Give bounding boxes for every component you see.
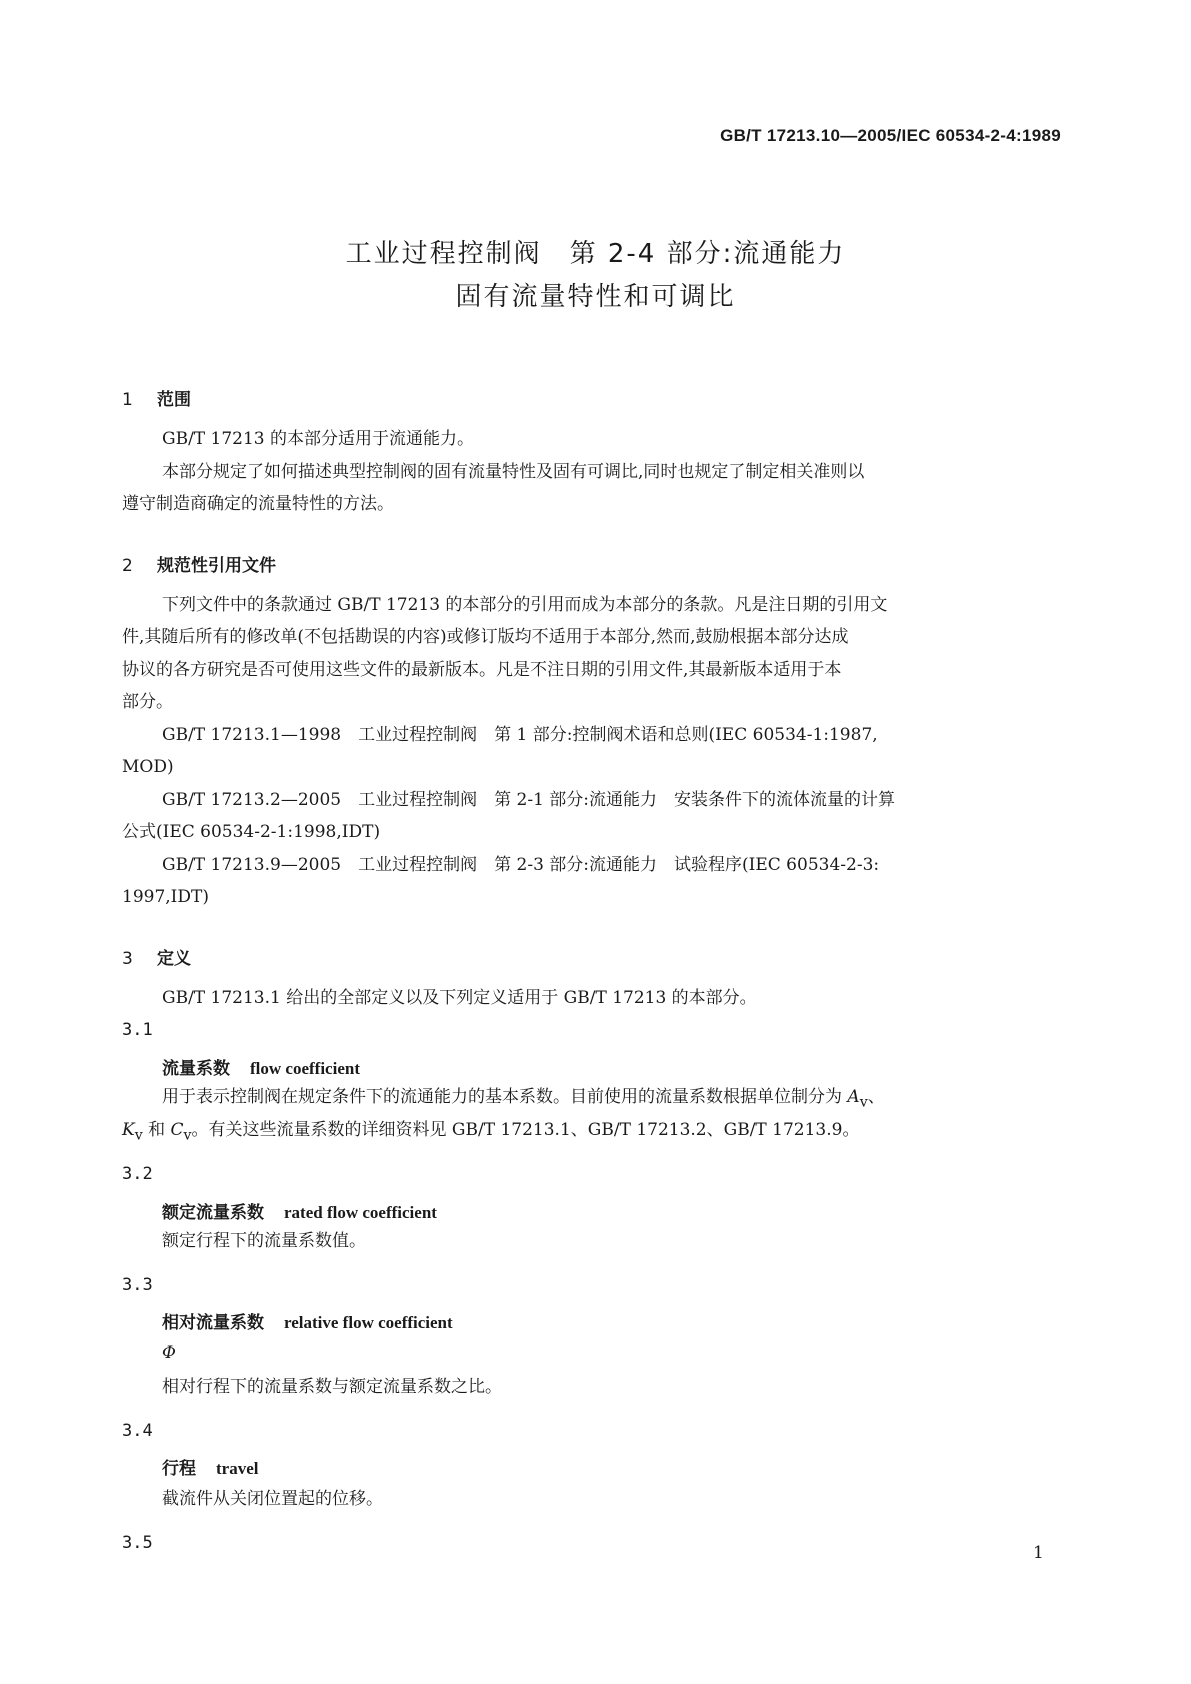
definition-text: 截流件从关闭位置起的位移。 [162,1489,383,1509]
document-title-line1: 工业过程控制阀 第 2-4 部分:流通能力 [345,239,846,269]
definition-term [162,1198,437,1223]
section-2-heading [122,551,276,576]
reference-1-cont: MOD) [122,757,174,777]
definition-number: 3.2 [122,1164,153,1184]
term-zh: 额定流量系数 [162,1203,264,1223]
definition-number: 3.1 [122,1020,153,1040]
text-run: 。有关这些流量系数的详细资料见 GB/T 17213.1、GB/T 17213.2、GB/T 17213.9。 [191,1120,860,1140]
term-en: relative flow coefficient [284,1313,453,1332]
subscript: v [859,1094,868,1111]
paragraph: 部分。 [122,692,173,712]
standard-code: GB/T 17213.10—2005/IEC 60534-2-4:1989 [720,126,1061,145]
term-zh: 相对流量系数 [162,1313,264,1333]
definition-text [122,1118,859,1147]
definition-number: 3.4 [122,1421,153,1441]
definition-term [162,1308,453,1333]
paragraph: 下列文件中的条款通过 GB/T 17213 的本部分的引用而成为本部分的条款。凡是注日期的引用文 [162,595,888,615]
subscript: v [183,1127,192,1144]
section-number: 1 [122,390,133,410]
subscript: v [134,1127,143,1144]
reference-2: GB/T 17213.2—2005 工业过程控制阀 第 2-1 部分:流通能力 安装条件下的流体流量的计算 [162,790,896,810]
section-title: 规范性引用文件 [157,556,276,576]
definition-text: 相对行程下的流量系数与额定流量系数之比。 [162,1377,502,1397]
section-number: 2 [122,556,133,576]
reference-3-cont: 1997,IDT) [122,887,209,907]
reference-2-cont: 公式(IEC 60534-2-1:1998,IDT) [122,822,381,842]
paragraph: 协议的各方研究是否可使用这些文件的最新版本。凡是不注日期的引用文件,其最新版本适用于本 [122,660,842,680]
definition-symbol: Φ [162,1343,176,1363]
symbol: K [122,1120,135,1140]
paragraph: GB/T 17213.1 给出的全部定义以及下列定义适用于 GB/T 17213 的本部分。 [162,988,757,1008]
section-3-heading [122,944,191,969]
term-zh: 行程 [162,1459,196,1479]
section-title: 定义 [157,949,191,969]
definition-number: 3.3 [122,1275,153,1295]
paragraph: 件,其随后所有的修改单(不包括勘误的内容)或修订版均不适用于本部分,然而,鼓励根据本部分达成 [122,627,849,647]
term-en: flow coefficient [250,1059,360,1078]
definition-term [162,1054,360,1079]
text-run: 用于表示控制阀在规定条件下的流通能力的基本系数。目前使用的流量系数根据单位制分为 [162,1087,848,1107]
term-zh: 流量系数 [162,1059,230,1079]
term-en: rated flow coefficient [284,1203,437,1222]
text-run: 和 [142,1120,171,1140]
reference-1: GB/T 17213.1—1998 工业过程控制阀 第 1 部分:控制阀术语和总则(IEC 60534-1:1987, [162,725,878,745]
definition-text: 额定行程下的流量系数值。 [162,1231,366,1251]
term-en: travel [216,1459,259,1478]
symbol: A [847,1087,860,1107]
definition-term [162,1454,258,1479]
section-title: 范围 [157,390,191,410]
symbol: C [170,1120,184,1140]
definition-number: 3.5 [122,1533,153,1553]
section-number: 3 [122,949,133,969]
text-run: 、 [867,1087,885,1107]
section-1-heading [122,385,191,410]
page-number: 1 [1033,1543,1044,1563]
paragraph: 遵守制造商确定的流量特性的方法。 [122,494,394,514]
paragraph: GB/T 17213 的本部分适用于流通能力。 [162,429,475,449]
paragraph: 本部分规定了如何描述典型控制阀的固有流量特性及固有可调比,同时也规定了制定相关准则以 [162,462,865,482]
definition-text [162,1085,885,1114]
reference-3: GB/T 17213.9—2005 工业过程控制阀 第 2-3 部分:流通能力 试验程序(IEC 60534-2-3: [162,855,880,875]
document-title-line2: 固有流量特性和可调比 [455,282,736,312]
